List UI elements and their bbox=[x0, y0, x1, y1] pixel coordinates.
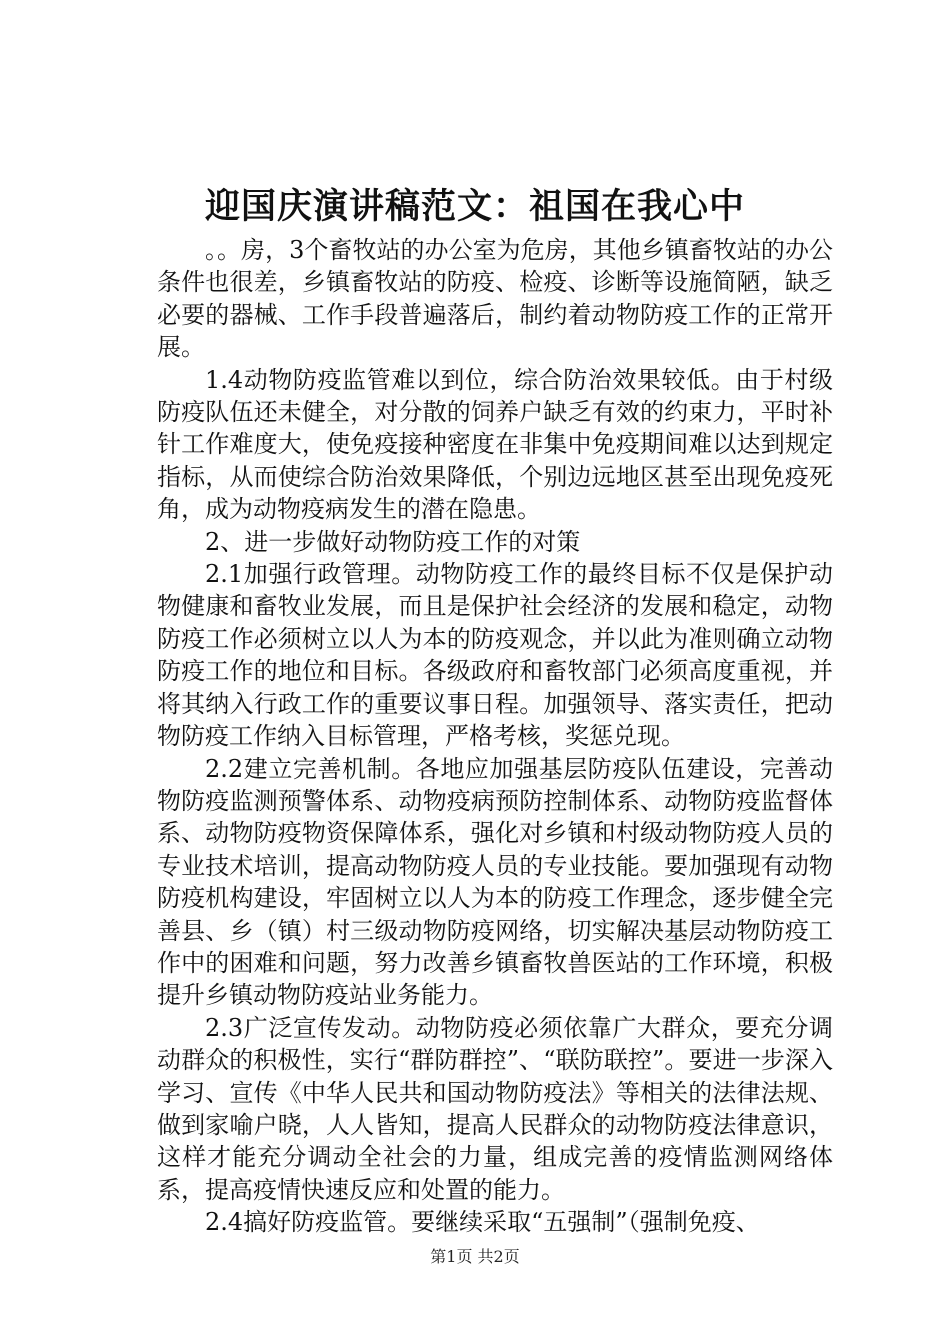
document-body bbox=[157, 234, 833, 1239]
paragraph-6: 2.3广泛宣传发动。动物防疫必须依靠广大群众，要充分调动群众的积极性，实行“群防群控”、“联防联控”。要进一步深入学习、宣传《中华人民共和国动物防疫法》等相关的法律法规、做到家喻户晓，人人皆知，提高人民群众的动物防疫法律意识，这样才能充分调动全社会的力量，组成完善的疫情监测网络体系，提高疫情快速反应和处置的能力。 bbox=[157, 1013, 833, 1204]
paragraph-5: 2.2建立完善机制。各地应加强基层防疫队伍建设，完善动物防疫监测预警体系、动物疫病预防控制体系、动物防疫监督体系、动物防疫物资保障体系，强化对乡镇和村级动物防疫人员的专业技术培训，提高动物防疫人员的专业技能。要加强现有动物防疫机构建设，牢固树立以人为本的防疫工作理念，逐步健全完善县、乡（镇）村三级动物防疫网络，切实解决基层动物防疫工作中的困难和问题，努力改善乡镇畜牧兽医站的工作环境，积极提升乡镇动物防疫站业务能力。 bbox=[157, 754, 833, 1010]
paragraph-4: 2.1加强行政管理。动物防疫工作的最终目标不仅是保护动物健康和畜牧业发展，而且是保护社会经济的发展和稳定，动物防疫工作必须树立以人为本的防疫观念，并以此为准则确立动物防疫工作的地位和目标。各级政府和畜牧部门必须高度重视，并将其纳入行政工作的重要议事日程。加强领导、落实责任，把动物防疫工作纳入目标管理，严格考核，奖惩兑现。 bbox=[157, 560, 833, 751]
paragraph-1: 。。房，3个畜牧站的办公室为危房，其他乡镇畜牧站的办公条件也很差，乡镇畜牧站的防疫、检疫、诊断等设施简陋，缺乏必要的器械、工作手段普遍落后，制约着动物防疫工作的正常开展。 bbox=[157, 236, 833, 362]
paragraph-7: 2.4搞好防疫监管。要继续采取“五强制”（强制免疫、 bbox=[205, 1208, 760, 1237]
page-footer: 第1页 共2页 bbox=[430, 1247, 520, 1266]
paragraph-2: 1.4动物防疫监管难以到位，综合防治效果较低。由于村级防疫队伍还未健全，对分散的饲养户缺乏有效的约束力，平时补针工作难度大，使免疫接种密度在非集中免疫期间难以达到规定指标，从而使综合防治效果降低，个别边远地区甚至出现免疫死角，成为动物疫病发生的潜在隐患。 bbox=[157, 365, 833, 524]
document-title: 迎国庆演讲稿范文：祖国在我心中 bbox=[204, 186, 745, 227]
section-heading: 2、进一步做好动物防疫工作的对策 bbox=[205, 527, 581, 556]
